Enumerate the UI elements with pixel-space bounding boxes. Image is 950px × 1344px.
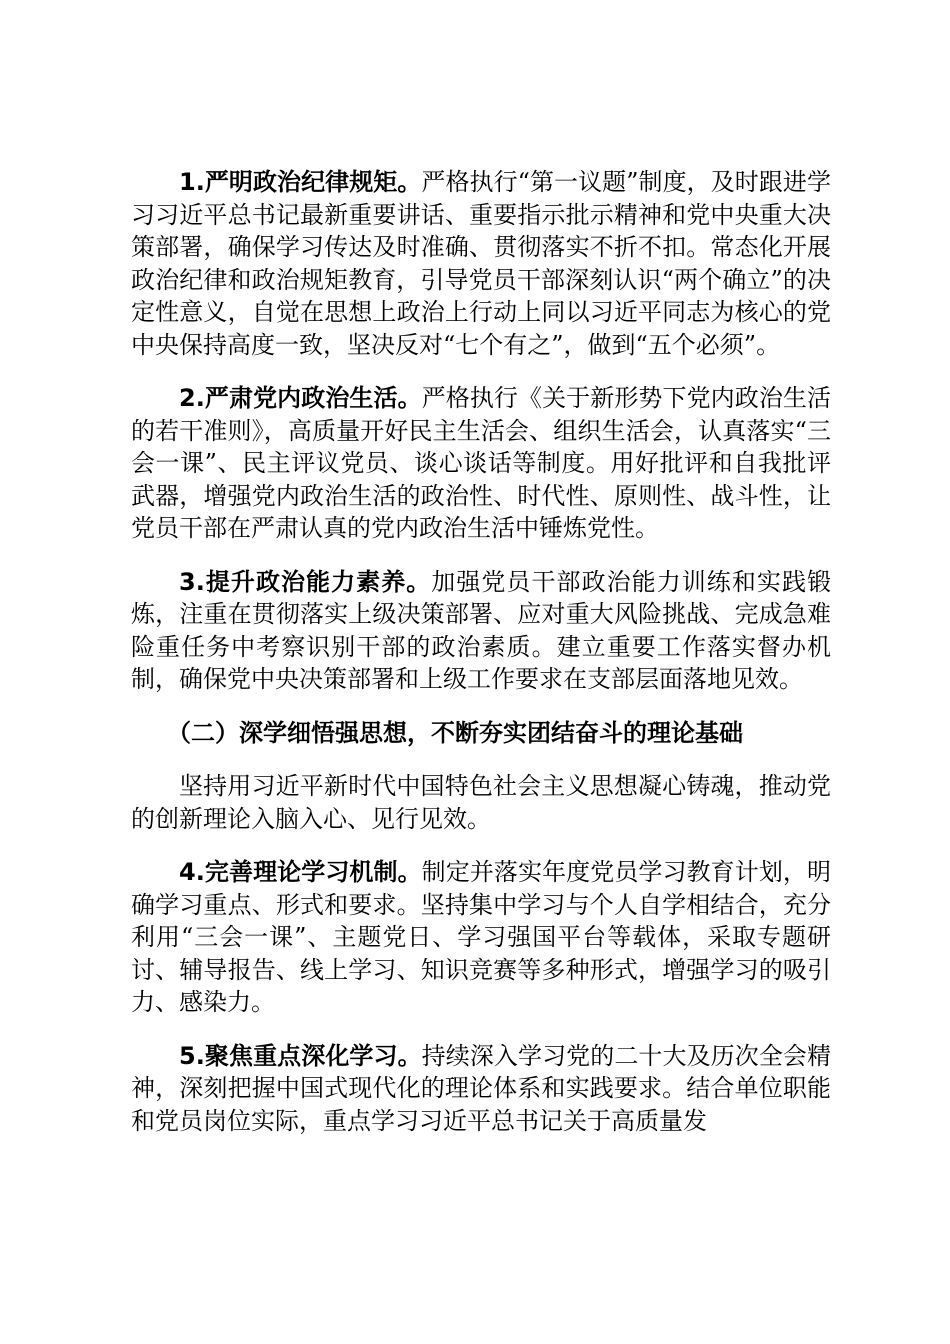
- paragraph-1-lead: 1.严明政治纪律规矩。: [179, 168, 422, 196]
- paragraph-4-body: 制定并落实年度党员学习教育计划，明确学习重点、形式和要求。坚持集中学习与个人自学相结合，充分利用“三会一课”、主题党日、学习强国平台等载体，采取专题研讨、辅导报告、线上学习、知识竞赛等多种形式，增强学习的吸引力、感染力。: [131, 858, 831, 1016]
- paragraph-4-lead: 4.完善理论学习机制。: [179, 858, 422, 886]
- paragraph-1-body: 严格执行“第一议题”制度，及时跟进学习习近平总书记最新重要讲话、重要指示批示精神和党中央重大决策部署，确保学习传达及时准确、贯彻落实不折不扣。常态化开展政治纪律和政治规矩教育，引导党员干部深刻认识“两个确立”的决定性意义，自觉在思想上政治上行动上同以习近平同志为核心的党中央保持高度一致，坚决反对“七个有之”，做到“五个必须”。: [131, 168, 831, 359]
- paragraph-5-body: 持续深入学习党的二十大及历次全会精神，深刻把握中国式现代化的理论体系和实践要求。结合单位职能和党员岗位实际，重点学习习近平总书记关于高质量发: [131, 1041, 831, 1135]
- paragraph-3-lead: 3.提升政治能力素养。: [179, 567, 432, 596]
- paragraph-2-lead: 2.严肃党内政治生活。: [179, 384, 422, 412]
- paragraph-4: [131, 856, 831, 1019]
- paragraph-5: [131, 1040, 831, 1138]
- section-heading: （二）深学细悟强思想，不断夯实团结奋斗的理论基础: [167, 718, 743, 747]
- paragraph-3: [131, 566, 831, 696]
- paragraph-1: [131, 166, 831, 361]
- paragraph-3-body: 加强党员干部政治能力训练和实践锻炼，注重在贯彻落实上级决策部署、应对重大风险挑战、完成急难险重任务中考察识别干部的政治素质。建立重要工作落实督办机制，确保党中央决策部署和上级工作要求在支部层面落地见效。: [131, 567, 831, 693]
- paragraph-2: [131, 382, 831, 545]
- section-intro: 坚持用习近平新时代中国特色社会主义思想凝心铸魂，推动党的创新理论入脑入心、见行见效。: [131, 772, 831, 833]
- paragraph-2-body: 严格执行《关于新形势下党内政治生活的若干准则》，高质量开好民主生活会、组织生活会，认真落实“三会一课”、民主评议党员、谈心谈话等制度。用好批评和自我批评武器，增强党内政治生活的政治性、时代性、原则性、战斗性，让党员干部在严肃认真的党内政治生活中锤炼党性。: [131, 384, 831, 542]
- paragraph-5-lead: 5.聚焦重点深化学习。: [179, 1041, 422, 1070]
- document-page: [131, 166, 831, 1158]
